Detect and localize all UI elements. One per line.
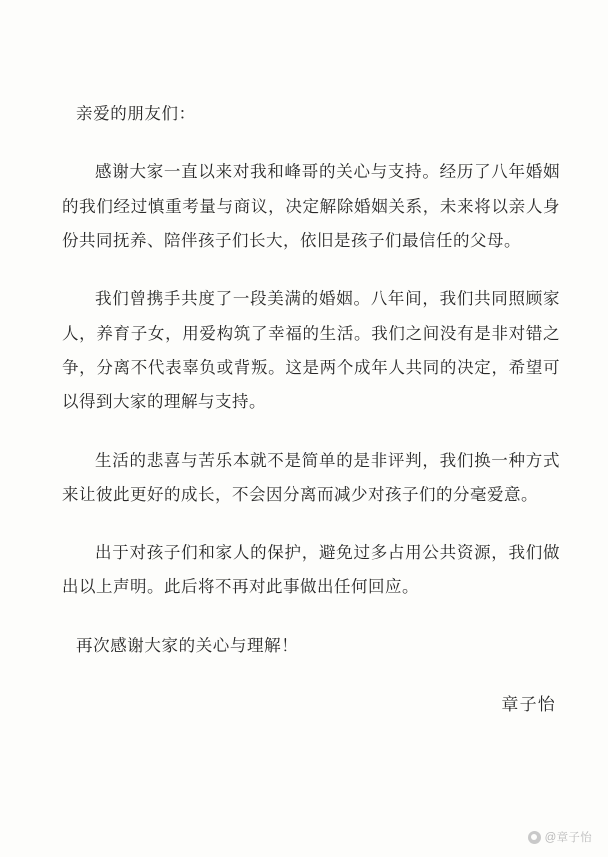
salutation: 亲爱的朋友们：	[76, 104, 196, 123]
paragraph-1: 感谢大家一直以来对我和峰哥的关心与支持。经历了八年婚姻的我们经过慎重考量与商议，决定解除婚姻关系，未来将以亲人身份共同抚养、陪伴孩子们长大，依旧是孩子们最信任的父母。	[62, 162, 560, 250]
paragraph-4: 出于对孩子们和家人的保护，避免过多占用公共资源，我们做出以上声明。此后将不再对此事做出任何回应。	[62, 543, 560, 597]
letter-body	[62, 98, 560, 715]
closing-line: 再次感谢大家的关心与理解！	[76, 635, 299, 655]
paragraph-3: 生活的悲喜与苦乐本就不是简单的是非评判，我们换一种方式来让彼此更好的成长，不会因分离而减少对孩子们的分毫爱意。	[62, 450, 560, 504]
signature: 章子怡	[501, 694, 556, 714]
watermark-label: @章子怡	[544, 832, 592, 844]
watermark	[528, 829, 592, 845]
weibo-eye-icon	[528, 831, 541, 844]
paragraph-2: 我们曾携手共度了一段美满的婚姻。八年间，我们共同照顾家人，养育子女，用爱构筑了幸福的生活。我们之间没有是非对错之争，分离不代表辜负或背叛。这是两个成年人共同的决定，希望可以得到大家的理解与支持。	[62, 289, 560, 412]
